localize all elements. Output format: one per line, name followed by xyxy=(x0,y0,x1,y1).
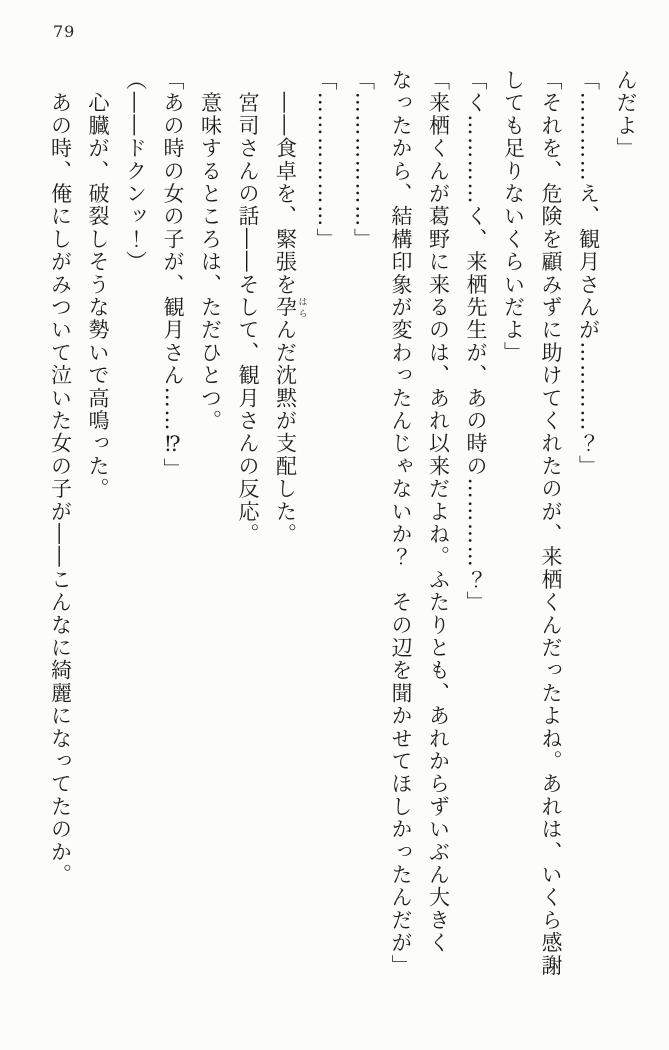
text-line: なったから、結構印象が変わったんじゃないか？ その辺を聞かせてほしかったんだが」 xyxy=(389,69,413,977)
text-line: 宮司さんの話――そして、観月さんの反応。 xyxy=(236,69,260,546)
text-line: 意味するところは、ただひとつ。 xyxy=(198,69,223,433)
text-line: んだよ」 xyxy=(614,69,638,160)
text-line: 「それを、危険を顧みずに助けてくれたのが、来栖くんだったよね。あれは、いくら感謝 xyxy=(539,69,563,977)
text-line: 「………………」 xyxy=(351,69,376,251)
ruby-annotated-kanji: 孕 はら xyxy=(273,296,307,319)
text-line: 「あの時の女の子が、観月さん……⁉」 xyxy=(161,69,185,481)
text-line: ――食卓を、緊張を孕 はらんだ沈黙が支配した。 xyxy=(273,69,307,546)
text-line: あの時、俺にしがみついて泣いた女の子が――こんなに綺麗になってたのか。 xyxy=(48,69,73,887)
text-line: 「来栖くんが葛野に来るのは、あれ以来だよね。ふたりとも、あれからずいぶん大きく xyxy=(426,69,451,955)
page-number: 79 xyxy=(53,22,76,41)
text-line: 「………………」 xyxy=(314,69,338,251)
text-line: （――ドクンッ！） xyxy=(123,69,148,274)
text-line: しても足りないくらいだよ」 xyxy=(501,69,526,365)
text-line: 「…………え、観月さんが…………？」 xyxy=(576,69,601,478)
text-line: 心臓が、破裂しそうな勢いで高鳴った。 xyxy=(86,69,110,501)
text-line: 「く…………く、来栖先生が、あの時の…………？」 xyxy=(464,69,488,614)
vertical-text-block xyxy=(41,69,644,977)
